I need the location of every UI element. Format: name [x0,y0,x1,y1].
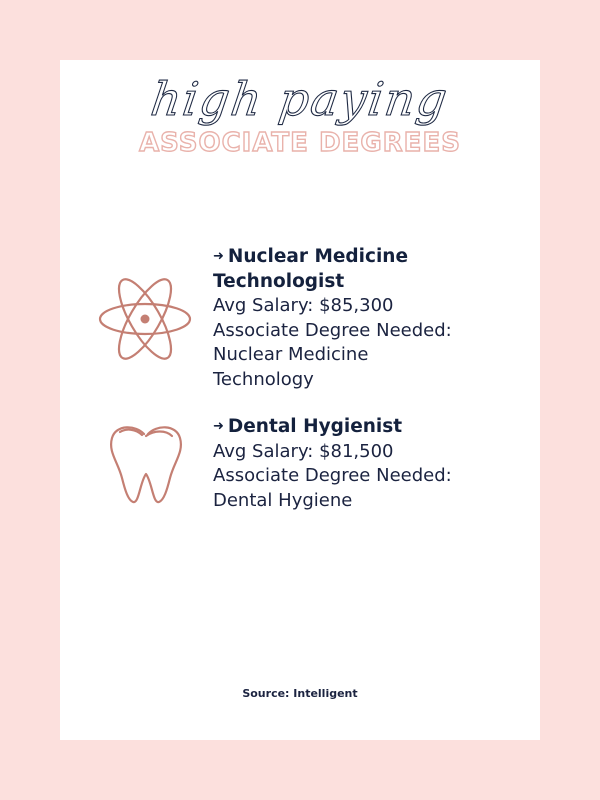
entry-title [213,415,523,440]
degree-name-line2: Technology [213,368,314,390]
arrow-icon: ➜ [213,419,224,434]
script-title: high paying [147,72,453,126]
degree-name-line1: Dental Hygiene [213,489,353,511]
arrow-icon: ➜ [213,249,224,264]
atom-icon [96,274,194,364]
entry-dental-hygienist [213,415,523,513]
outline-title: ASSOCIATE DEGREES [139,128,461,158]
entry-title-line1: Dental Hygienist [227,416,403,437]
tooth-icon [106,422,186,506]
source-credit: Source: Intelligent [242,687,358,700]
degree-name-line1: Nuclear Medicine [213,344,369,365]
salary-text: Avg Salary: $85,300 [213,295,394,316]
tooth-outline [111,427,181,502]
entry-nuclear-medicine [213,245,523,392]
infographic-card [60,60,540,740]
atom-nucleus [141,315,150,324]
degree-label: Associate Degree Needed: [213,319,452,341]
entry-title [213,245,523,270]
entry-title-line2: Technologist [213,270,345,292]
salary-text: Avg Salary: $81,500 [213,440,394,462]
entry-title-line1: Nuclear Medicine [227,246,409,267]
degree-label: Associate Degree Needed: [213,465,452,486]
